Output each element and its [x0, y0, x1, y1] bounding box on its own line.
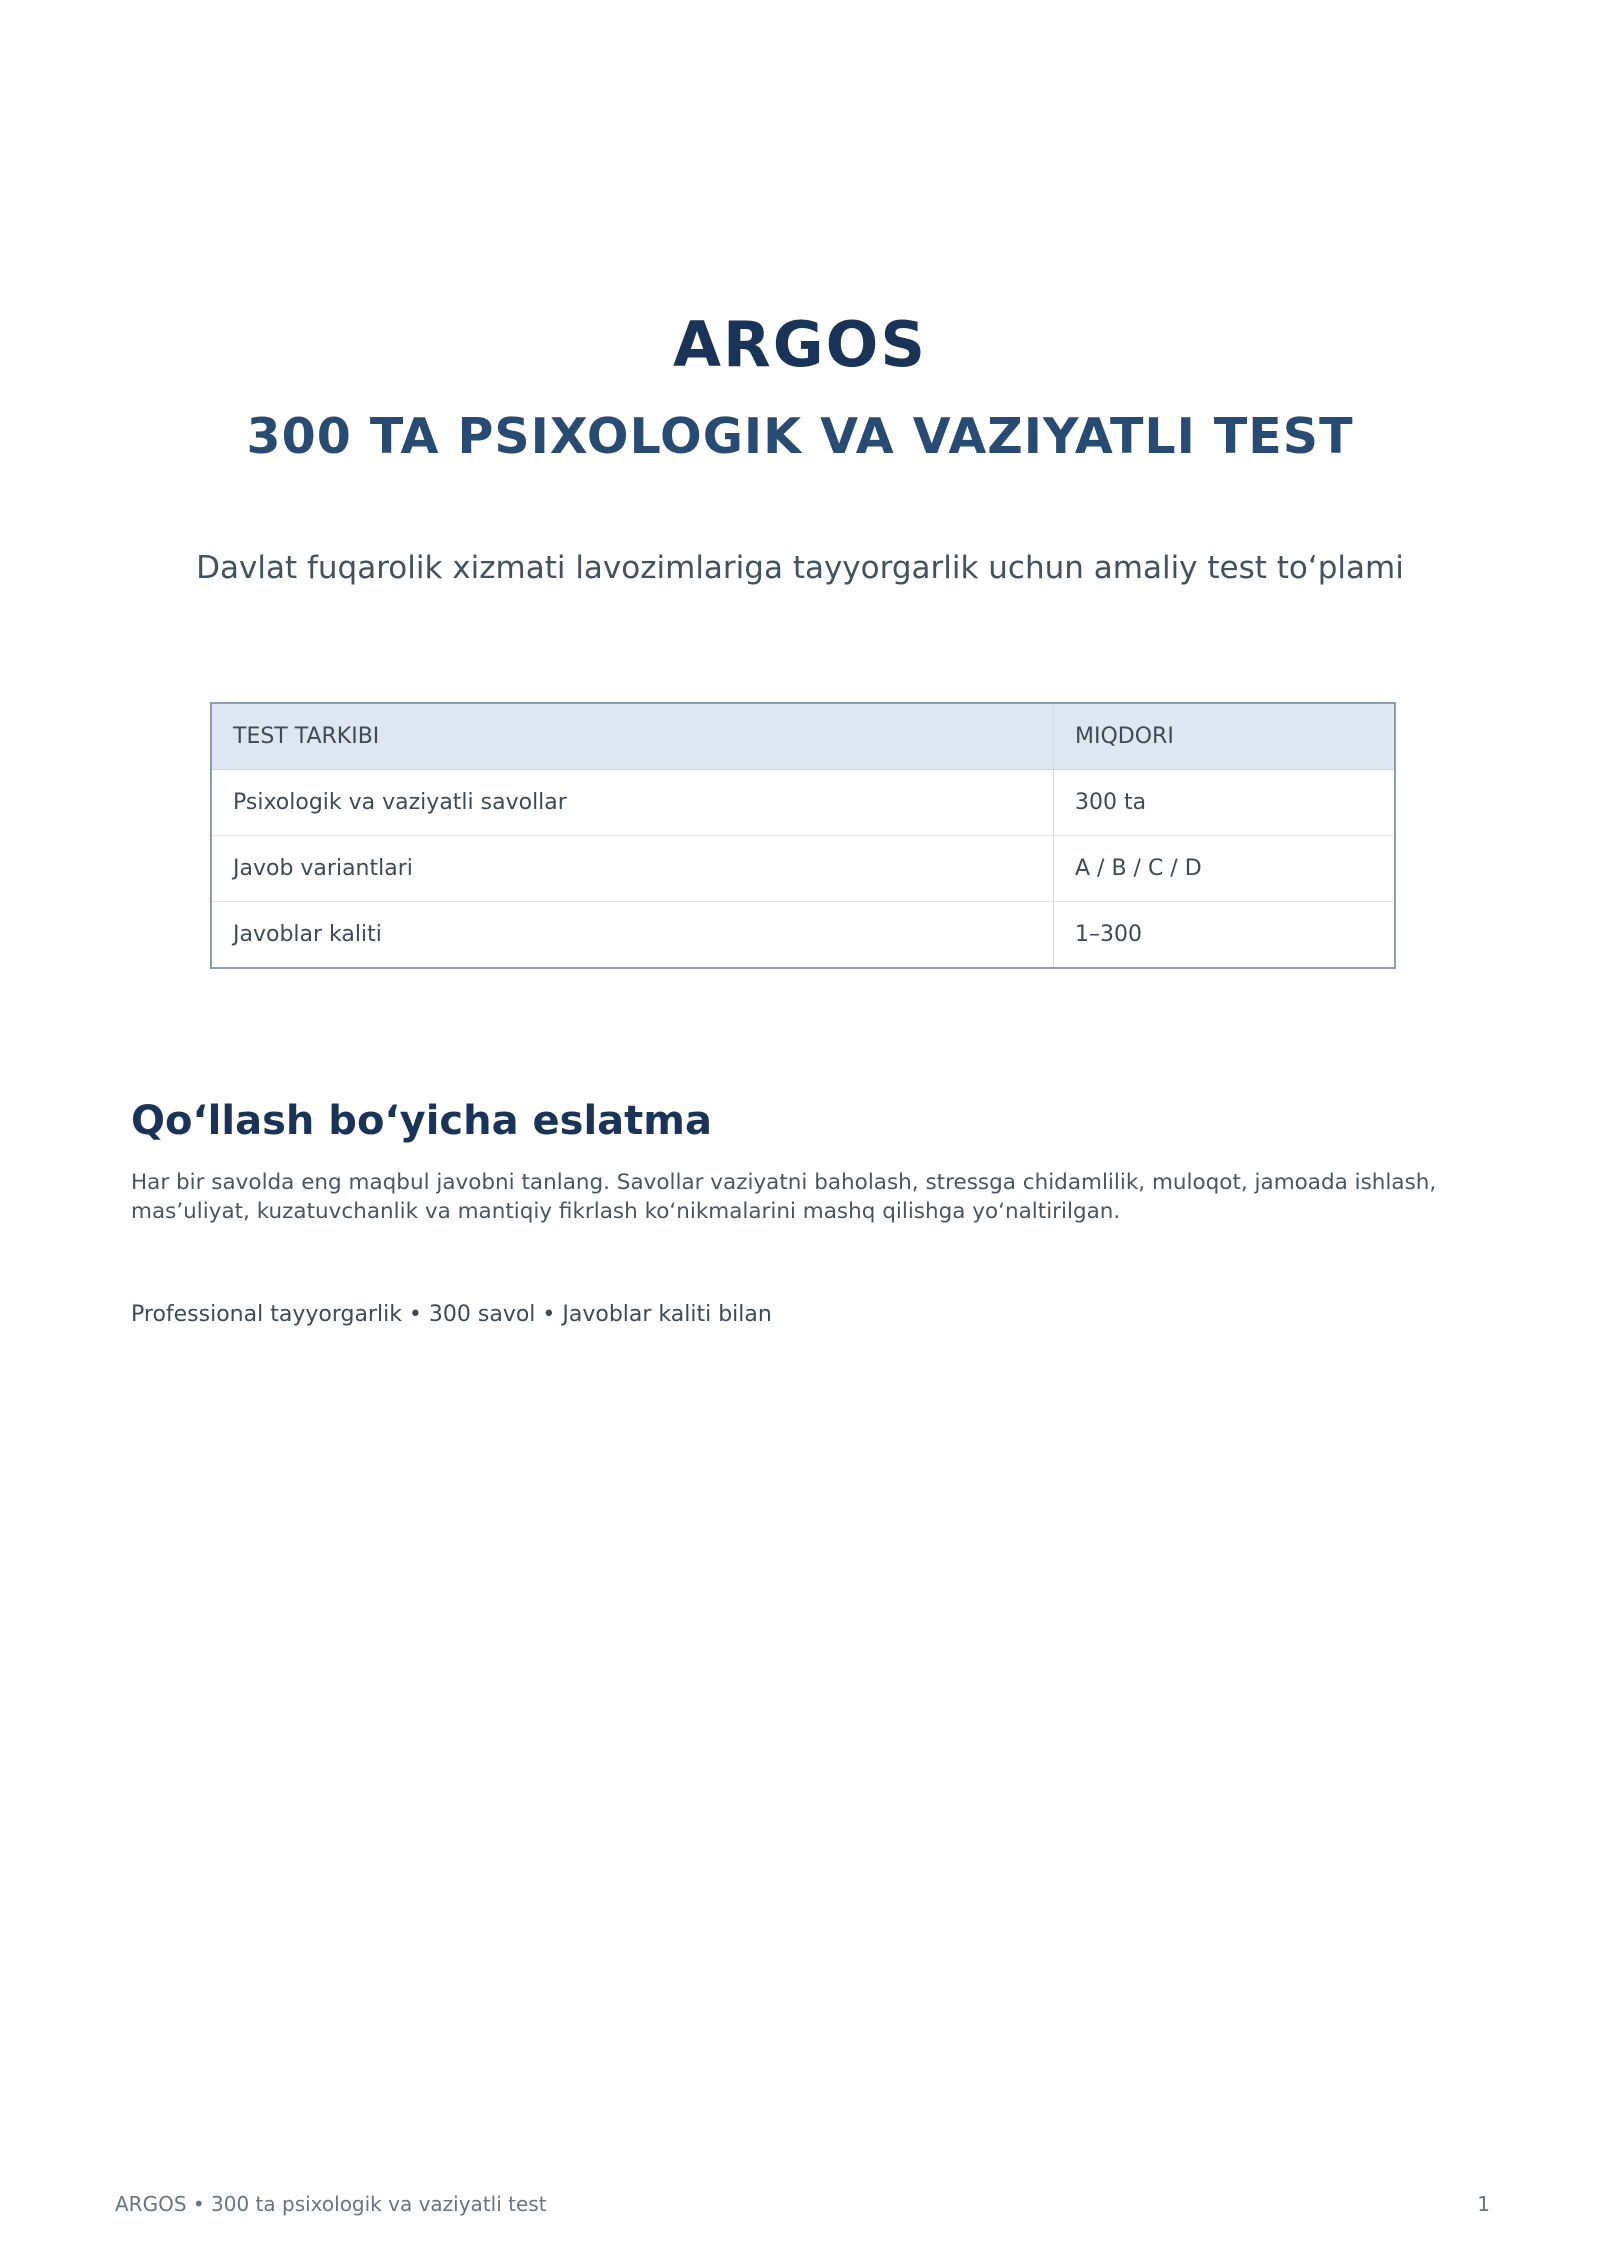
- page-number: 1: [1477, 2192, 1490, 2216]
- table-cell-label: Javob variantlari: [211, 836, 1054, 902]
- note-title: Qo‘llash bo‘yicha eslatma: [131, 1098, 712, 1144]
- note-body-line-2: mas’uliyat, kuzatuvchanlik va mantiqiy fikrlash ko‘nikmalarini mashq qilishga yo‘naltirilgan.: [131, 1199, 1121, 1224]
- table-cell-label: Psixologik va vaziyatli savollar: [211, 770, 1054, 836]
- table-row: [211, 770, 1395, 836]
- brand-title: ARGOS: [673, 308, 927, 381]
- main-title: 300 TA PSIXOLOGIK VA VAZIYATLI TEST: [246, 408, 1354, 465]
- subtitle: Davlat fuqarolik xizmati lavozimlariga tayyorgarlik uchun amaliy test to‘plami: [196, 550, 1404, 586]
- table-cell-value: 1–300: [1075, 922, 1142, 947]
- tagline: Professional tayyorgarlik • 300 savol • Javoblar kaliti bilan: [131, 1302, 772, 1327]
- table-cell-value: A / B / C / D: [1054, 836, 1396, 902]
- table-cell-value: 300 ta: [1054, 770, 1396, 836]
- footer-title: ARGOS • 300 ta psixologik va vaziyatli test: [115, 2192, 547, 2216]
- table-row: [211, 902, 1395, 969]
- table-header-row: [211, 703, 1395, 770]
- summary-table: [210, 702, 1396, 969]
- note-body-line-1: Har bir savolda eng maqbul javobni tanlang. Savollar vaziyatni baholash, stressga chidamlilik, muloqot, jamoada ishlash,: [131, 1170, 1437, 1195]
- note-body: [131, 1168, 1471, 1226]
- column-header-contents: TEST TARKIBI: [211, 703, 1054, 770]
- table-row: [211, 836, 1395, 902]
- column-header-quantity: MIQDORI: [1054, 703, 1396, 770]
- table-cell-label: Javoblar kaliti: [211, 902, 1054, 969]
